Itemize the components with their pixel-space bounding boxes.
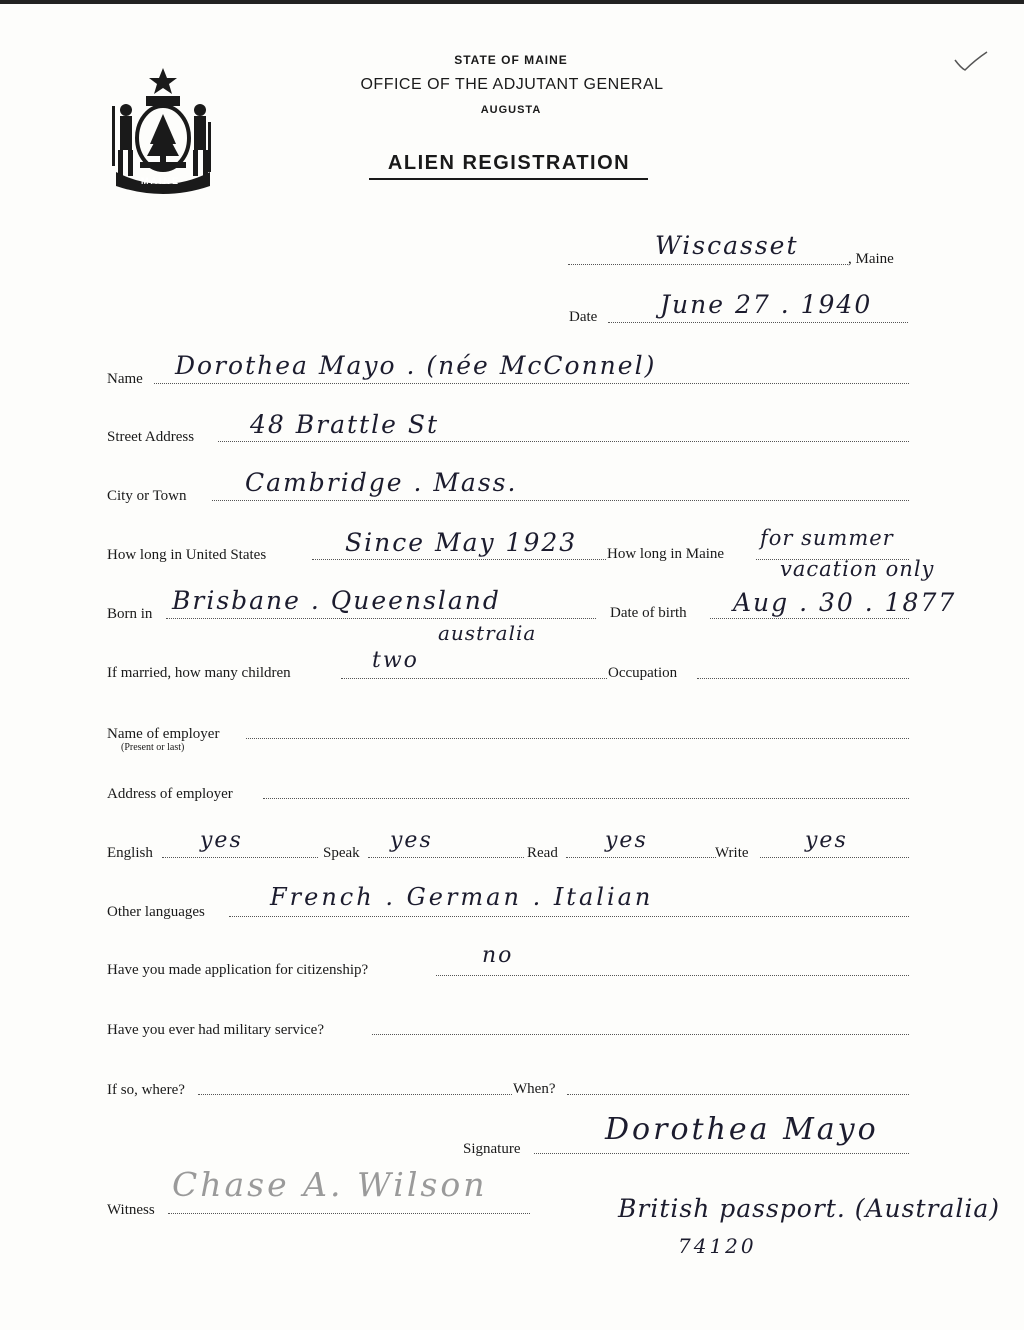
title-underline (369, 178, 648, 180)
where-label: If so, where? (107, 1082, 185, 1098)
speak-line (368, 857, 524, 858)
place-suffix: , Maine (848, 251, 894, 267)
dob-label: Date of birth (610, 605, 687, 621)
military-line (372, 1034, 909, 1035)
in-us-value[interactable]: Since May 1923 (345, 528, 578, 557)
city-value[interactable]: Cambridge . Mass. (245, 468, 518, 497)
children-line (341, 678, 607, 679)
passport-number: 74120 (678, 1234, 757, 1258)
name-value[interactable]: Dorothea Mayo . (née McConnel) (175, 351, 657, 380)
write-value[interactable]: yes (805, 828, 848, 853)
citizenship-line (436, 975, 909, 976)
employer-sublabel: (Present or last) (121, 742, 185, 753)
date-label: Date (569, 309, 598, 325)
scan-edge (0, 0, 1024, 4)
citizenship-label: Have you made application for citizenship? (107, 962, 369, 978)
speak-label: Speak (323, 845, 360, 861)
witness-line (168, 1213, 530, 1214)
read-label: Read (527, 845, 558, 861)
other-languages-label: Other languages (107, 904, 205, 920)
in-us-line (312, 559, 606, 560)
english-value[interactable]: yes (200, 828, 243, 853)
employer-address-line (263, 798, 909, 799)
speak-value[interactable]: yes (390, 828, 433, 853)
read-value[interactable]: yes (605, 828, 648, 853)
military-label: Have you ever had military service? (107, 1022, 324, 1038)
read-line (566, 857, 716, 858)
employer-address-label: Address of employer (107, 786, 233, 802)
name-line (154, 383, 909, 384)
in-maine-label: How long in Maine (607, 546, 725, 562)
signature-label: Signature (463, 1141, 521, 1157)
write-line (760, 857, 909, 858)
in-maine-value-1[interactable]: for summer (760, 526, 894, 550)
children-value[interactable]: two (372, 648, 419, 673)
occupation-line (697, 678, 909, 679)
born-value-2[interactable]: australia (438, 621, 537, 645)
dob-line (710, 618, 909, 619)
street-label: Street Address (107, 429, 195, 445)
place-value[interactable]: Wiscasset (655, 231, 799, 260)
born-line (166, 618, 596, 619)
occupation-label: Occupation (608, 665, 678, 681)
in-us-label: How long in United States (107, 547, 267, 563)
header-state: STATE OF MAINE (454, 53, 568, 67)
header-city: AUGUSTA (480, 104, 542, 116)
signature-value[interactable]: Dorothea Mayo (605, 1112, 879, 1147)
seal-banner-text: MAINE (141, 176, 180, 186)
name-label: Name (107, 371, 143, 387)
date-line (608, 322, 908, 323)
in-maine-value-2[interactable]: vacation only (780, 557, 935, 581)
other-languages-value[interactable]: French . German . Italian (270, 883, 654, 911)
witness-label: Witness (107, 1202, 155, 1218)
header-office: OFFICE OF THE ADJUTANT GENERAL (360, 76, 664, 93)
other-languages-line (229, 916, 909, 917)
signature-line (534, 1153, 909, 1154)
born-value[interactable]: Brisbane . Queensland (172, 586, 501, 615)
employer-line (246, 738, 909, 739)
passport-note: British passport. (Australia) (618, 1194, 1001, 1223)
write-label: Write (715, 845, 749, 861)
born-label: Born in (107, 606, 153, 622)
street-line (218, 441, 909, 442)
when-line (567, 1094, 909, 1095)
place-line (568, 264, 848, 265)
city-line (212, 500, 909, 501)
employer-label: Name of employer (107, 726, 220, 742)
where-line (198, 1094, 512, 1095)
city-label: City or Town (107, 488, 187, 504)
street-value[interactable]: 48 Brattle St (250, 410, 439, 439)
english-line (162, 857, 318, 858)
children-label: If married, how many children (107, 665, 291, 681)
date-value[interactable]: June 27 . 1940 (660, 290, 873, 319)
when-label: When? (513, 1081, 556, 1097)
dob-value[interactable]: Aug . 30 . 1877 (733, 588, 957, 617)
english-label: English (107, 845, 153, 861)
witness-value[interactable]: Chase A. Wilson (172, 1165, 488, 1204)
form-title: ALIEN REGISTRATION (387, 152, 631, 174)
citizenship-value[interactable]: no (482, 943, 514, 968)
